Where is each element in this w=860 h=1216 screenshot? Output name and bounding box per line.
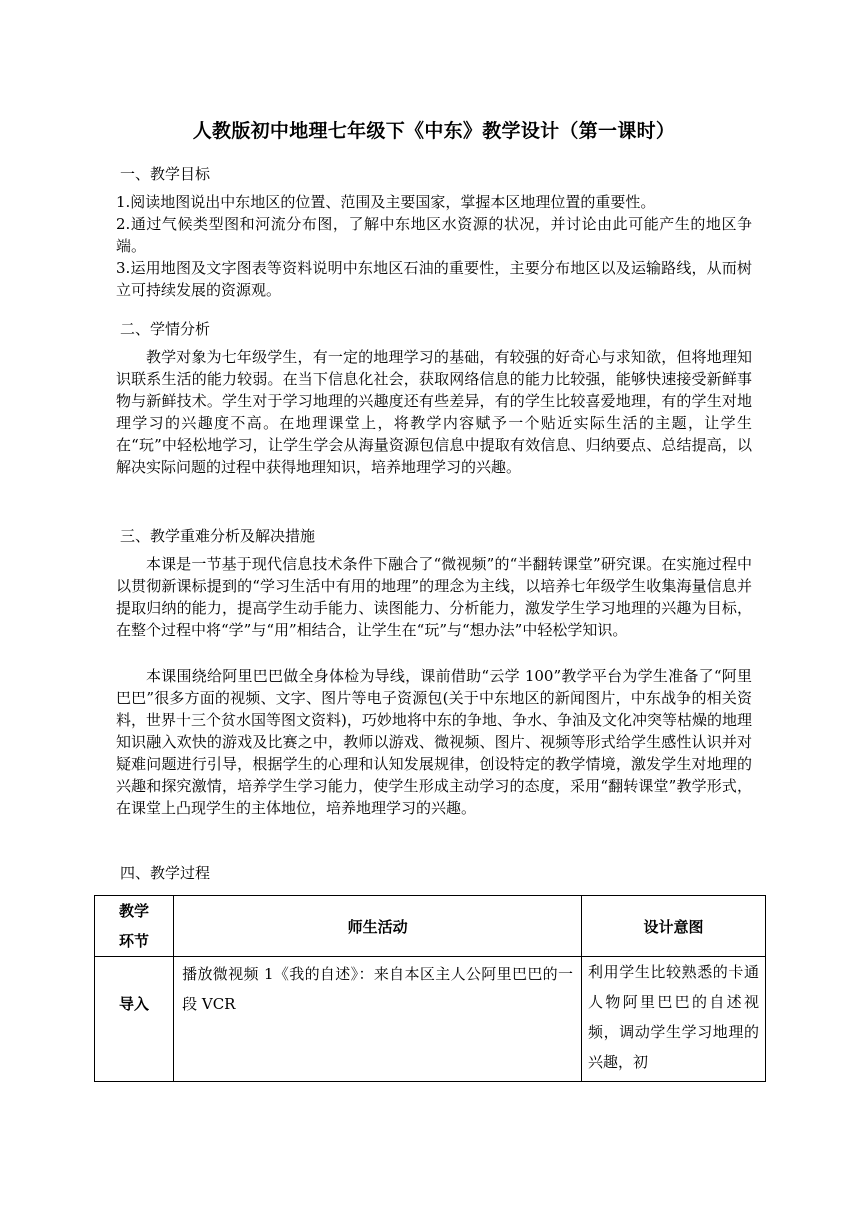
- header-stage: [95, 896, 174, 957]
- row-intent-text: 利用学生比较熟悉的卡通人物阿里巴巴的自述视频，调动学生学习地理的兴趣，初: [588, 963, 759, 1071]
- key-points-paragraph-2: 本课围绕给阿里巴巴做全身体检为导线，课前借助“云学 100”教学平台为学生准备了“阿里巴巴”很多方面的视频、文字、图片等电子资源包(关于中东地区的新闻图片，中东战争的相关资料，世界十三个贫水国等图文资料)，巧妙地将中东的争地、争水、争油及文化冲突等枯燥的地理知识融入欢快的游戏及比赛之中，教师以游戏、微视频、图片、视频等形式给学生感性认识并对疑难问题进行引导，根据学生的心理和认知发展规律，创设特定的教学情境，激发学生对地理的兴趣和探究激情，培养学生学习能力，使学生形成主动学习的态度，采用“翻转课堂”教学形式，在课堂上凸现学生的主体地位，培养地理学习的兴趣。: [116, 667, 752, 817]
- section-heading-objectives: 一、教学目标: [120, 165, 211, 183]
- row-activity-text: 播放微视频 1《我的自述》：来自本区主人公阿里巴巴的一段 VCR: [182, 965, 574, 1013]
- table-header-row: [95, 896, 766, 957]
- objective-item: 3.运用地图及文字图表等资料说明中东地区石油的重要性，主要分布地区以及运输路线，从而树立可持续发展的资源观。: [116, 259, 752, 299]
- row-activity: [174, 957, 582, 1082]
- header-stage-line1: 教学: [119, 902, 150, 920]
- section-heading-process: 四、教学过程: [120, 864, 211, 882]
- objective-item: 2.通过气候类型图和河流分布图，了解中东地区水资源的状况，并讨论由此可能产生的地区争端。: [116, 215, 752, 255]
- objective-item: 1.阅读地图说出中东地区的位置、范围及主要国家，掌握本区地理位置的重要性。: [116, 193, 656, 211]
- row-stage: 导入: [95, 957, 174, 1082]
- table-row: [95, 957, 766, 1082]
- teaching-process-table: [94, 895, 766, 1082]
- header-stage-line2: 环节: [119, 932, 150, 950]
- header-intent: 设计意图: [582, 896, 766, 957]
- key-points-paragraph-1: 本课是一节基于现代信息技术条件下融合了“微视频”的“半翻转课堂”研究课。在实施过程中以贯彻新课标提到的“学习生活中有用的地理”的理念为主线，以培养七年级学生收集海量信息并提取归纳的能力，提高学生动手能力、读图能力、分析能力，激发学生学习地理的兴趣为目标，在整个过程中将“学”与“用”相结合，让学生在“玩”与“想办法”中轻松学知识。: [116, 555, 752, 639]
- section-heading-key-points: 三、教学重难分析及解决措施: [120, 527, 316, 545]
- document-title: 人教版初中地理七年级下《中东》教学设计（第一课时）: [192, 120, 676, 142]
- section-heading-learner-analysis: 二、学情分析: [120, 320, 211, 338]
- learner-analysis-paragraph: 教学对象为七年级学生，有一定的地理学习的基础，有较强的好奇心与求知欲，但将地理知识联系生活的能力较弱。在当下信息化社会，获取网络信息的能力比较强，能够快速接受新鲜事物与新鲜技术。学生对于学习地理的兴趣度还有些差异，有的学生比较喜爱地理，有的学生对地理学习的兴趣度不高。在地理课堂上，将教学内容赋予一个贴近实际生活的主题，让学生在“玩”中轻松地学习，让学生学会从海量资源包信息中提取有效信息、归纳要点、总结提高，以解决实际问题的过程中获得地理知识，培养地理学习的兴趣。: [116, 348, 752, 476]
- header-activity: 师生活动: [174, 896, 582, 957]
- row-intent: [582, 957, 766, 1082]
